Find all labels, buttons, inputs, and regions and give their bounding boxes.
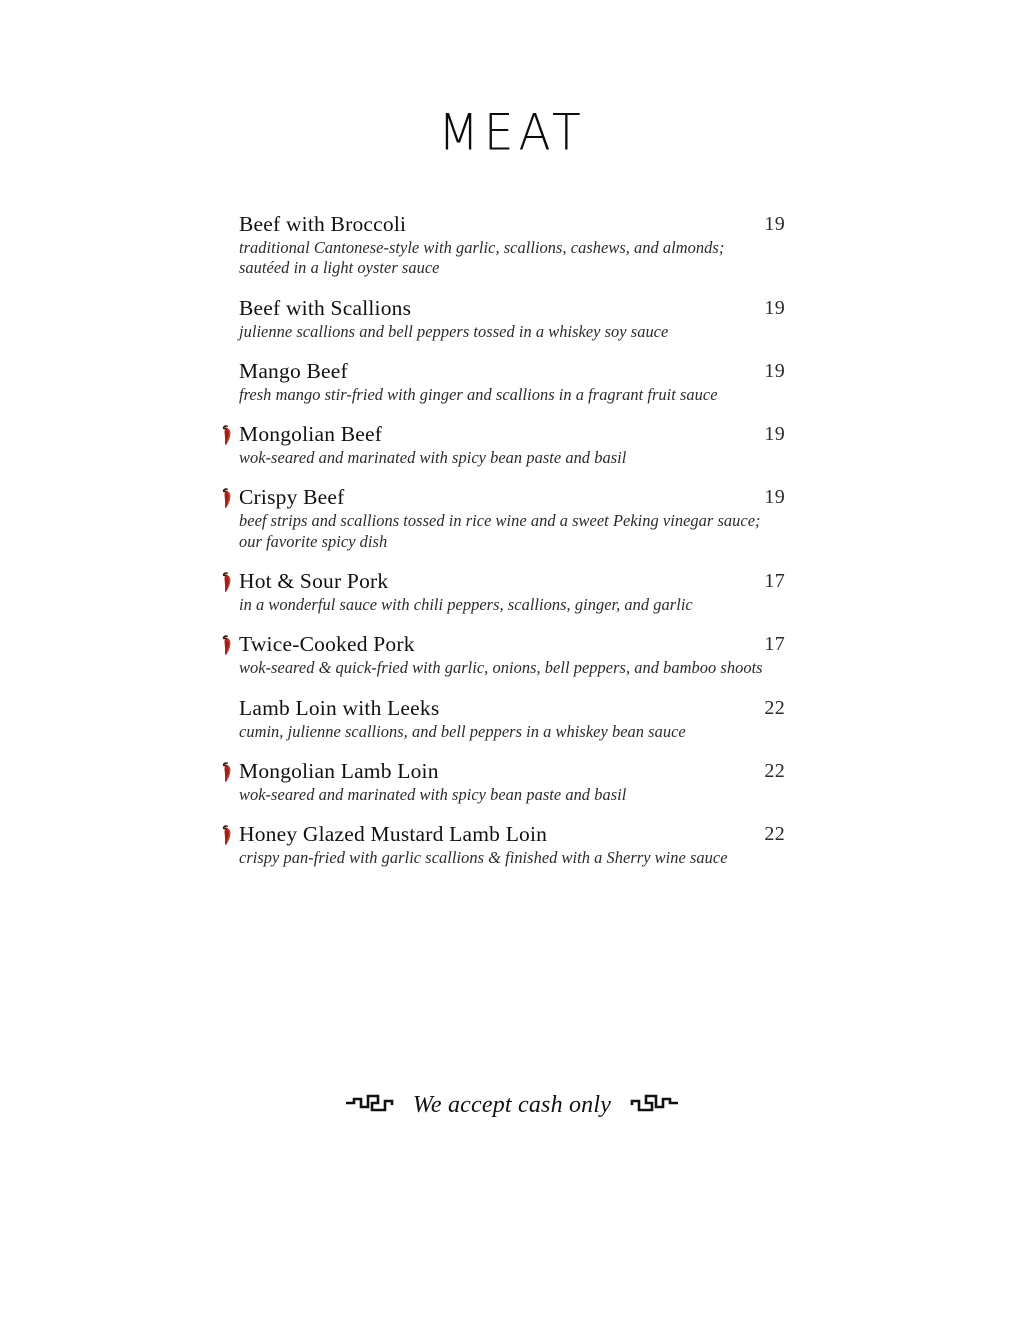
menu-item-description: traditional Cantonese-style with garlic, scallions, cashews, and almonds; sautéed in a light oyster sauce — [239, 238, 725, 278]
menu-item-name: Hot & Sour Pork — [239, 569, 389, 594]
menu-item-header — [239, 422, 785, 447]
menu-item — [213, 569, 785, 615]
menu-item-price: 19 — [764, 296, 785, 319]
chili-pepper-icon — [220, 488, 233, 509]
menu-item-description: wok-seared & quick-fried with garlic, onions, bell peppers, and bamboo shoots — [239, 658, 763, 678]
menu-item-price: 19 — [764, 359, 785, 382]
menu-item-header — [239, 822, 785, 847]
menu-item-price: 17 — [764, 570, 785, 593]
menu-item — [213, 359, 785, 405]
menu-item — [213, 212, 785, 279]
menu-item-name: Beef with Broccoli — [239, 212, 407, 236]
menu-item-description: julienne scallions and bell peppers tossed in a whiskey soy sauce — [239, 321, 669, 341]
menu-item-header — [239, 696, 785, 721]
menu-item-header — [239, 569, 785, 594]
menu-item-description: beef strips and scallions tossed in rice wine and a sweet Peking vinegar sauce; our favorite spicy dish — [239, 511, 761, 551]
chili-pepper-icon — [220, 635, 233, 656]
menu-item-description: cumin, julienne scallions, and bell peppers in a whiskey bean sauce — [239, 721, 686, 741]
menu-item — [213, 632, 785, 678]
menu-item-name: Mongolian Lamb Loin — [239, 758, 439, 783]
menu-item-header — [239, 212, 785, 237]
menu-item-description: fresh mango stir-fried with ginger and scallions in a fragrant fruit sauce — [239, 384, 718, 404]
menu-item-header — [239, 759, 785, 784]
menu-item-price: 19 — [764, 486, 785, 509]
footer-note: We accept cash only — [412, 1092, 612, 1118]
menu-item-name: Crispy Beef — [239, 485, 345, 510]
menu-item — [213, 759, 785, 805]
menu-item-name: Beef with Scallions — [239, 295, 412, 320]
chili-pepper-icon — [220, 572, 233, 593]
menu-item-header — [239, 359, 785, 384]
menu-item-description: wok-seared and marinated with spicy bean paste and basil — [239, 448, 627, 468]
menu-item-header — [239, 485, 785, 510]
chili-pepper-icon — [220, 425, 233, 446]
menu-item-header — [239, 632, 785, 657]
menu-item-price: 17 — [764, 633, 785, 656]
chili-pepper-icon — [220, 825, 233, 846]
menu-item — [213, 696, 785, 742]
menu-item — [213, 822, 785, 868]
menu-item-price: 22 — [764, 696, 785, 719]
menu-item-header — [239, 296, 785, 321]
menu-item-description: crispy pan-fried with garlic scallions & finished with a Sherry wine sauce — [239, 848, 728, 868]
menu-item — [213, 485, 785, 552]
menu-item-name: Mango Beef — [239, 358, 348, 383]
greek-key-ornament-left-icon — [345, 1091, 395, 1120]
greek-key-ornament-right-icon — [629, 1091, 679, 1120]
menu-item — [213, 422, 785, 468]
menu-item-price: 19 — [764, 213, 785, 235]
menu-item — [213, 296, 785, 342]
menu-item-price: 22 — [764, 823, 785, 846]
chili-pepper-icon — [220, 762, 233, 783]
footer — [0, 1090, 1024, 1120]
menu-item-name: Twice-Cooked Pork — [239, 632, 415, 657]
menu-item-list — [213, 212, 785, 869]
menu-item-price: 22 — [764, 759, 785, 782]
menu-item-description: in a wonderful sauce with chili peppers, scallions, ginger, and garlic — [239, 595, 693, 615]
menu-item-name: Mongolian Beef — [239, 422, 383, 447]
menu-item-name: Lamb Loin with Leeks — [239, 695, 440, 720]
menu-item-description: wok-seared and marinated with spicy bean paste and basil — [239, 784, 627, 804]
menu-item-price: 19 — [764, 423, 785, 446]
page-title: MEAT — [438, 103, 586, 163]
menu-item-name: Honey Glazed Mustard Lamb Loin — [239, 822, 548, 847]
